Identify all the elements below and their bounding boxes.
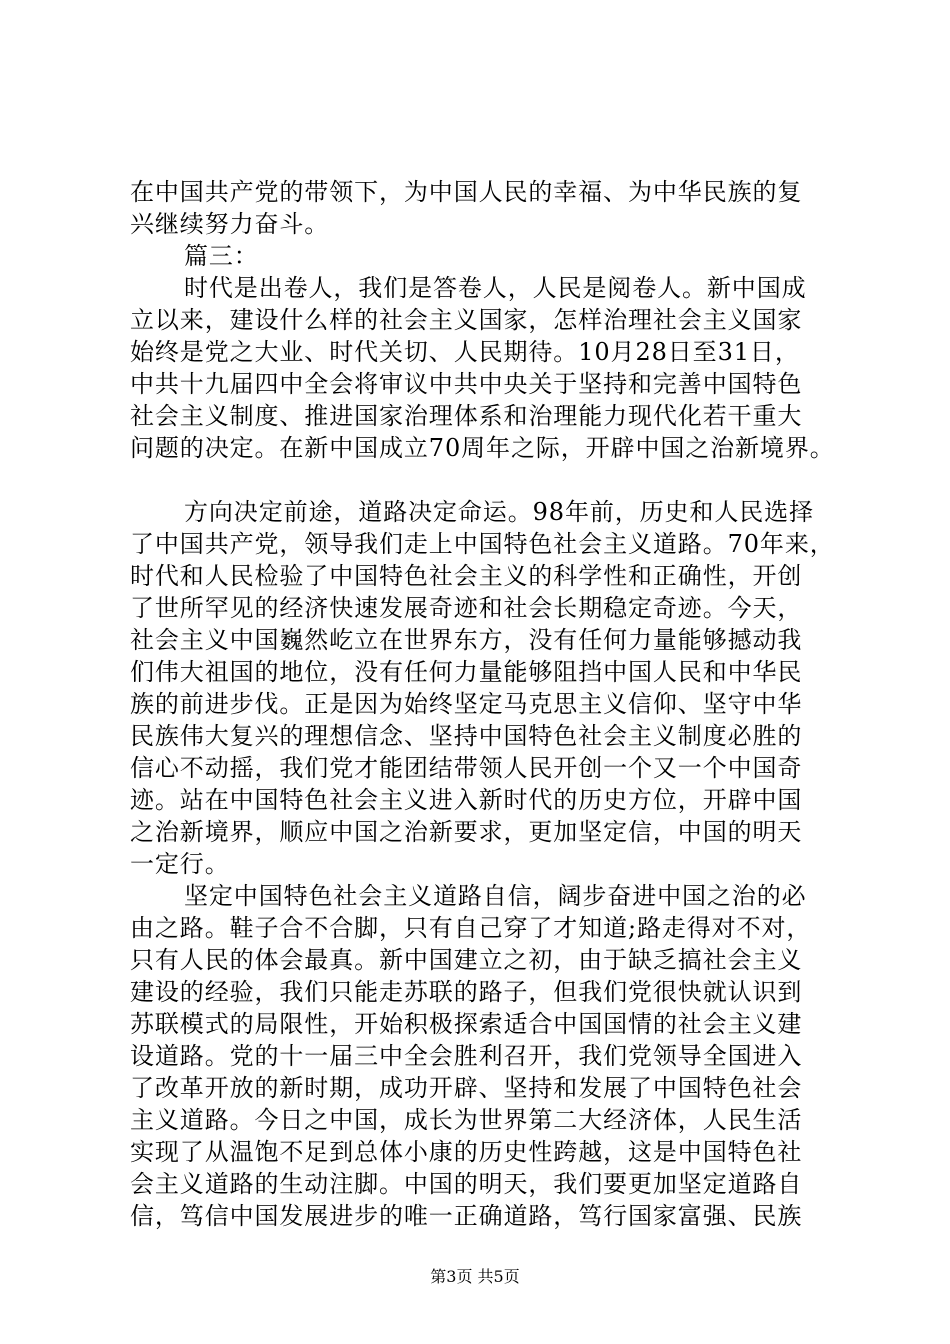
text-line: 始终是党之大业、时代关切、人民期待。10月28日至31日，: [130, 338, 800, 366]
text-line: 一定行。: [130, 850, 230, 878]
section-heading: 篇三：: [184, 242, 259, 270]
text-line: 了改革开放的新时期，成功开辟、坚持和发展了中国特色社会: [130, 1074, 803, 1102]
paragraph-start-line: 时代是出卷人，我们是答卷人，人民是阅卷人。新中国成: [184, 274, 807, 302]
text-line: 建设的经验，我们只能走苏联的路子，但我们党很快就认识到: [130, 978, 803, 1006]
paragraph-start-line: 坚定中国特色社会主义道路自信，阔步奋进中国之治的必: [184, 882, 807, 910]
text-line: 社会主义制度、推进国家治理体系和治理能力现代化若干重大: [130, 402, 803, 430]
text-line: 信，笃信中国发展进步的唯一正确道路，笃行国家富强、民族: [130, 1202, 803, 1230]
text-line: 设道路。党的十一届三中全会胜利召开，我们党领导全国进入: [130, 1042, 803, 1070]
text-line: 信心不动摇，我们党才能团结带领人民开创一个又一个中国奇: [130, 754, 803, 782]
paragraph-gap: [130, 464, 830, 496]
text-line: 迹。站在中国特色社会主义进入新时代的历史方位，开辟中国: [130, 786, 803, 814]
text-line: 立以来，建设什么样的社会主义国家，怎样治理社会主义国家: [130, 306, 803, 334]
page-number-footer: 第3页 共5页: [430, 1267, 520, 1286]
text-line: 了世所罕见的经济快速发展奇迹和社会长期稳定奇迹。今天，: [130, 594, 803, 622]
document-body: [130, 176, 835, 1232]
text-line: 问题的决定。在新中国成立70周年之际，开辟中国之治新境界。: [130, 434, 835, 462]
text-line: 只有人民的体会最真。新中国建立之初，由于缺乏搞社会主义: [130, 946, 803, 974]
text-line: 中共十九届四中全会将审议中共中央关于坚持和完善中国特色: [130, 370, 803, 398]
text-line: 由之路。鞋子合不合脚，只有自己穿了才知道;路走得对不对，: [130, 914, 812, 942]
text-line: 时代和人民检验了中国特色社会主义的科学性和正确性，开创: [130, 562, 803, 590]
text-line: 实现了从温饱不足到总体小康的历史性跨越，这是中国特色社: [130, 1138, 803, 1166]
text-line: 社会主义中国巍然屹立在世界东方，没有任何力量能够撼动我: [130, 626, 803, 654]
text-line: 了中国共产党，领导我们走上中国特色社会主义道路。70年来，: [130, 530, 835, 558]
text-line: 兴继续努力奋斗。: [130, 210, 330, 238]
text-line: 族的前进步伐。正是因为始终坚定马克思主义信仰、坚守中华: [130, 690, 803, 718]
text-line: 民族伟大复兴的理想信念、坚持中国特色社会主义制度必胜的: [130, 722, 803, 750]
text-line: 苏联模式的局限性，开始积极探索适合中国国情的社会主义建: [130, 1010, 803, 1038]
text-line: 之治新境界，顺应中国之治新要求，更加坚定信，中国的明天: [130, 818, 803, 846]
text-line: 会主义道路的生动注脚。中国的明天，我们要更加坚定道路自: [130, 1170, 803, 1198]
text-line: 在中国共产党的带领下，为中国人民的幸福、为中华民族的复: [130, 178, 803, 206]
text-line: 们伟大祖国的地位，没有任何力量能够阻挡中国人民和中华民: [130, 658, 803, 686]
text-line: 主义道路。今日之中国，成长为世界第二大经济体，人民生活: [130, 1106, 803, 1134]
paragraph-start-line: 方向决定前途，道路决定命运。98年前，历史和人民选择: [184, 498, 814, 526]
